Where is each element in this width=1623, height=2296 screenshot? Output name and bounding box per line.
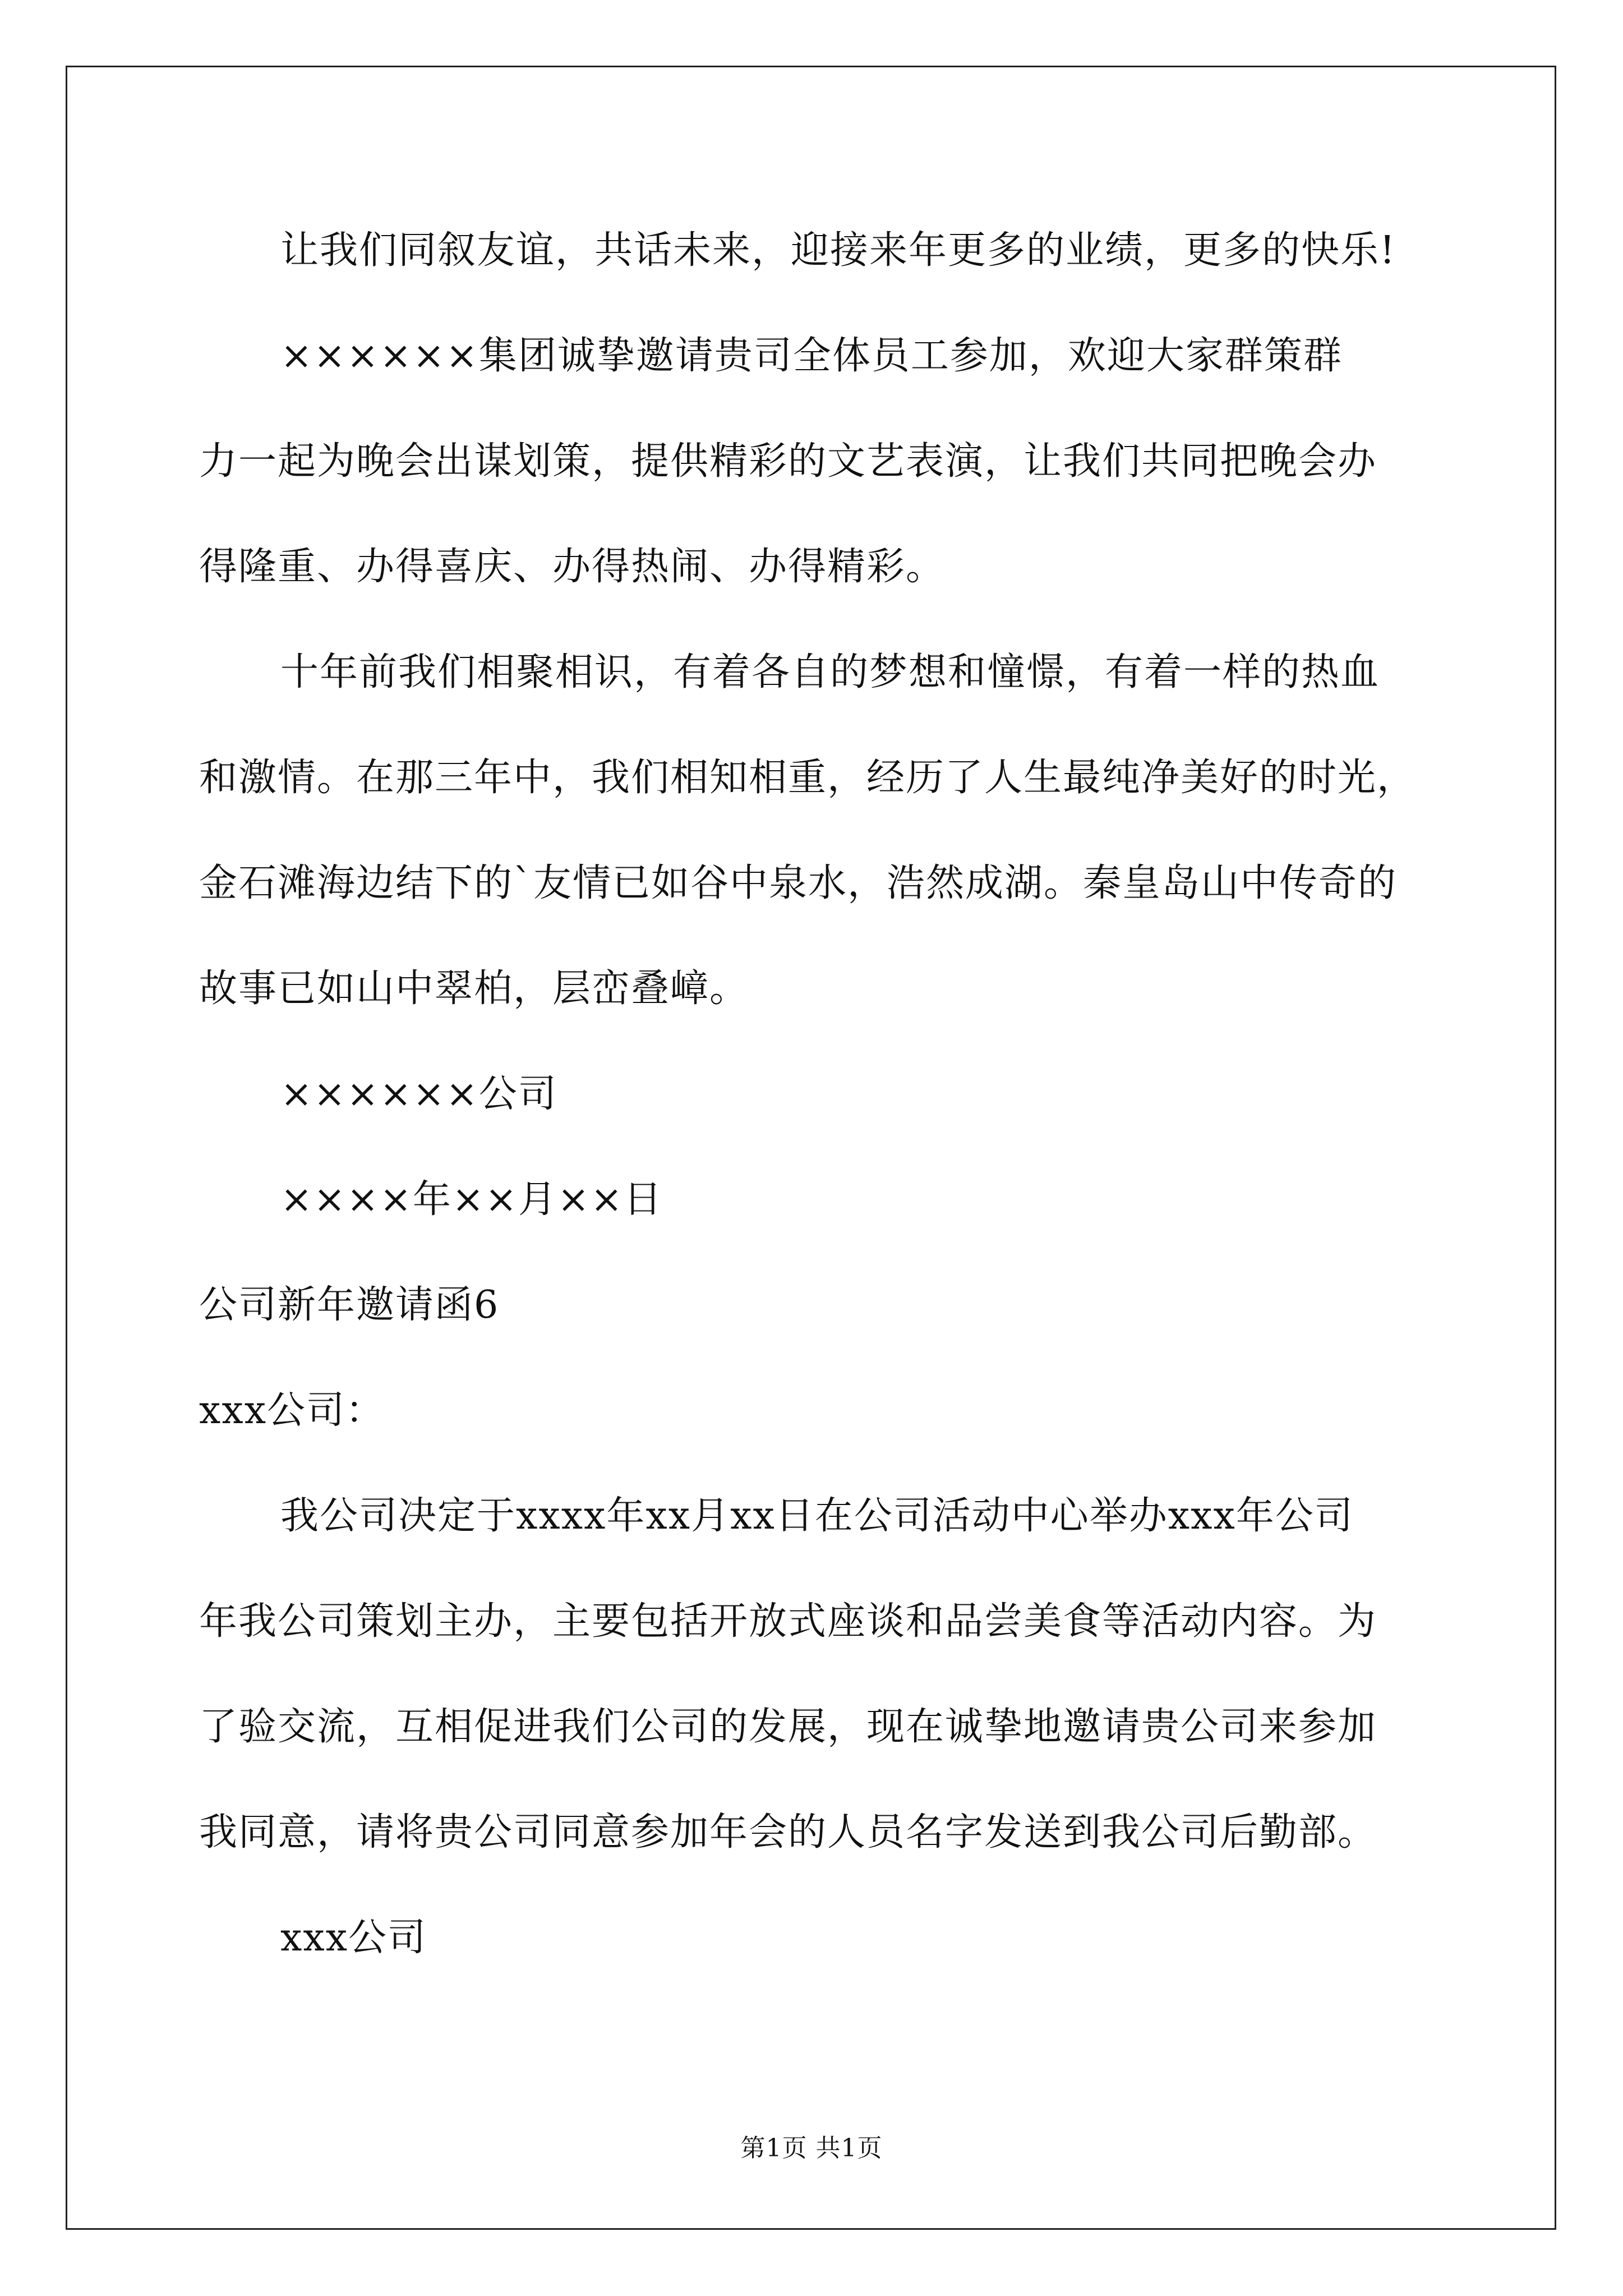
- section-title: 公司新年邀请函6: [199, 1283, 500, 1327]
- signature-date: ××××年××月××日: [280, 1177, 663, 1222]
- paragraph-line: 让我们同叙友谊，共话未来，迎接来年更多的业绩，更多的快乐!: [280, 228, 1396, 273]
- paragraph-line: ××××××集团诚挚邀请贵司全体员工参加，欢迎大家群策群: [280, 334, 1343, 378]
- paragraph-line: 了验交流，互相促进我们公司的发展，现在诚挚地邀请贵公司来参加: [199, 1705, 1377, 1749]
- paragraph-line: 故事已如山中翠柏，层峦叠嶂。: [199, 967, 749, 1011]
- page-number: 第1页 共1页: [740, 2134, 883, 2162]
- paragraph-line: 年我公司策划主办，主要包括开放式座谈和品尝美食等活动内容。为: [199, 1599, 1377, 1644]
- page-border: [66, 66, 1556, 2230]
- paragraph-line: 得隆重、办得喜庆、办得热闹、办得精彩。: [199, 545, 946, 589]
- paragraph-line: 我公司决定于xxxx年xx月xx日在公司活动中心举办xxx年公司: [280, 1494, 1354, 1538]
- paragraph-line: 力一起为晚会出谋划策，提供精彩的文艺表演，让我们共同把晚会办: [199, 439, 1377, 484]
- paragraph-line: 和激情。在那三年中，我们相知相重，经历了人生最纯净美好的时光，: [199, 756, 1417, 800]
- signature-company: ××××××公司: [280, 1072, 557, 1116]
- paragraph-line: 金石滩海边结下的`友情已如谷中泉水，浩然成湖。秦皇岛山中传奇的: [199, 861, 1398, 905]
- paragraph-line: 十年前我们相聚相识，有着各自的梦想和憧憬，有着一样的热血: [280, 650, 1380, 694]
- salutation: xxx公司：: [199, 1388, 385, 1433]
- paragraph-line: 我同意，请将贵公司同意参加年会的人员名字发送到我公司后勤部。: [199, 1810, 1377, 1855]
- signature-company: xxx公司: [280, 1916, 427, 1960]
